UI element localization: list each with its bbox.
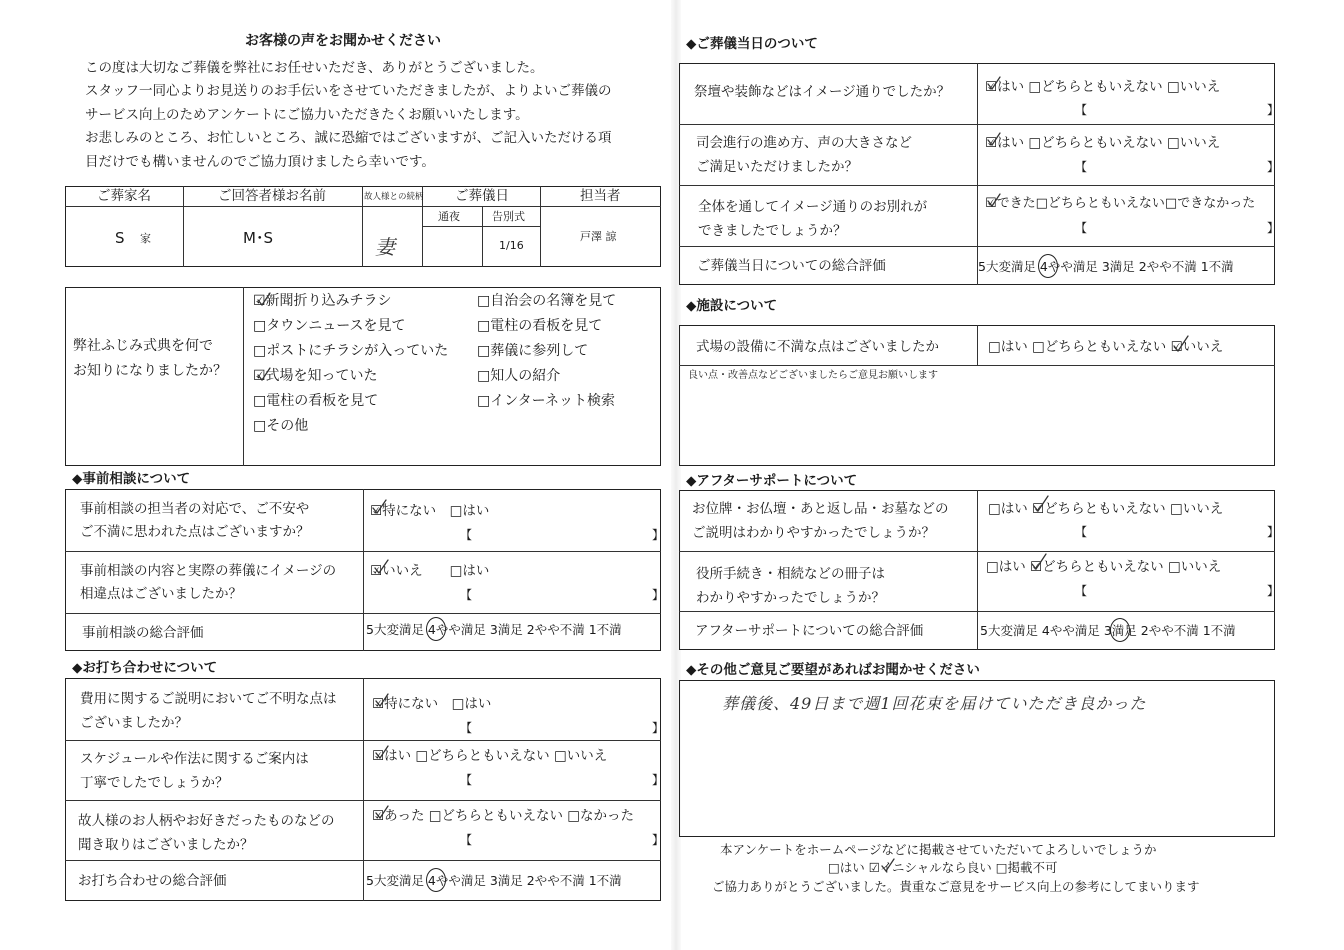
after-q2-options[interactable]: □はい ☑どちらともいえない □いいえ	[986, 559, 1222, 575]
after-rating-circle	[1110, 618, 1130, 642]
funeral-overall-label: ご葬儀当日についての総合評価	[697, 258, 886, 274]
funeral-day-heading: ◆ご葬儀当日のついて	[686, 36, 818, 52]
funeral-q1-line1: 祭壇や装飾などはイメージ通りでしたか？	[694, 84, 951, 100]
after-q2-line2: わかりやすかったでしょうか？	[696, 590, 885, 606]
funeral-q2-options[interactable]: ☑はい □どちらともいえない □いいえ	[985, 135, 1221, 151]
publish-question: 本アンケートをホームページなどに掲載させていただいてよろしいでしょうか	[720, 842, 1157, 857]
consult-q1-line1: 事前相談の担当者の対応で、ご不安や	[80, 501, 310, 517]
facility-comment-label: 良い点・改善点などございましたらご意見お願いします	[688, 370, 938, 381]
respondent-header: ご回答者様お名前	[218, 188, 326, 204]
consult-q2-options[interactable]: ☑いいえ □はい	[370, 563, 490, 579]
after-q1-line2: ご説明はわかりやすかったでしょうか？	[692, 525, 935, 541]
meeting-q2-line1: スケジュールや作法に関するご案内は	[80, 751, 309, 767]
staff-value: 戸澤 諒	[580, 230, 617, 243]
other-handwritten-comment: 葬儀後、49日まで週1回花束を届けていただき良かった	[722, 694, 1147, 713]
relation-header: 故人様との続柄	[364, 192, 424, 202]
intro-line-1: この度は大切なご葬儀を弊社にお任せいただき、ありがとうございました。	[85, 60, 544, 76]
consult-q2-line2: 相違点はございましたか？	[80, 586, 242, 602]
source-option[interactable]: □自治会の名簿を見て	[477, 293, 617, 309]
publish-thanks: ご協力ありがとうございました。貴重なご意見をサービス向上の参考にしてまいります	[712, 879, 1200, 894]
consult-heading: ◆事前相談について	[72, 471, 191, 487]
intro-line-2: スタッフ一同心よりお見送りのお手伝いをさせていただきましたが、よりよいご葬儀の	[85, 83, 612, 99]
funeral-rating-circle	[1038, 254, 1058, 278]
other-heading: ◆その他ご意見ご要望があればお聞かせください	[686, 662, 980, 678]
after-heading: ◆アフターサポートについて	[686, 473, 858, 489]
meeting-q3-options[interactable]: ☑あった □どちらともいえない □なかった	[372, 808, 635, 824]
farewell-header: 告別式	[492, 210, 525, 223]
after-q2-line1: 役所手続き・相続などの冊子は	[696, 566, 885, 582]
meeting-overall-label: お打ち合わせの総合評価	[78, 873, 227, 889]
intro-line-5: 目だけでも構いませんのでご協力頂けましたら幸いです。	[85, 154, 435, 170]
facility-heading: ◆施設について	[686, 298, 778, 314]
survey-title: お客様の声をお聞かせください	[245, 33, 441, 49]
source-option[interactable]: □葬儀に参列して	[477, 343, 589, 359]
consult-rating-circle	[426, 617, 446, 641]
meeting-q1-bracket: 【 】	[460, 721, 665, 735]
funeral-q3-line1: 全体を通してイメージ通りのお別れが	[698, 199, 928, 215]
intro-line-3: サービス向上のためアンケートにご協力いただきたくお願いいたします。	[85, 107, 529, 123]
source-option[interactable]: ☑新聞折り込みチラシ	[253, 293, 392, 309]
meeting-q3-line1: 故人様のお人柄やお好きだったものなどの	[78, 813, 335, 829]
consult-q1-options[interactable]: ☑特にない □はい	[370, 503, 490, 519]
meeting-rating-circle	[426, 868, 446, 892]
meeting-q2-line2: 丁寧でしたでしょうか？	[80, 775, 229, 791]
after-overall-label: アフターサポートについての総合評価	[695, 623, 924, 639]
consult-rating-scale: 5大変満足 4やや満足 3満足 2やや不満 1不満	[366, 622, 622, 637]
after-q1-line1: お位牌・お仏壇・あと返し品・お墓などの	[692, 501, 949, 517]
consult-overall-label: 事前相談の総合評価	[82, 625, 204, 641]
facility-q1-options[interactable]: □はい □どちらともいえない ☑いいえ	[988, 339, 1224, 355]
funeral-rating-scale: 5大変満足 4やや満足 3満足 2やや不満 1不満	[978, 259, 1234, 274]
source-option[interactable]: □その他	[253, 418, 309, 434]
facility-q1: 式場の設備に不満な点はございましたか	[696, 339, 939, 355]
source-question-2: お知りになりましたか？	[73, 363, 227, 379]
source-question-1: 弊社ふじみ式典を何で	[73, 338, 213, 354]
funeral-q2-line1: 司会進行の進め方、声の大きさなど	[696, 135, 912, 151]
family-name-value: S	[115, 229, 125, 247]
funeral-q1-options[interactable]: ☑はい □どちらともいえない □いいえ	[985, 79, 1221, 95]
meeting-q3-line2: 聞き取りはございましたか？	[78, 837, 254, 853]
after-rating-scale: 5大変満足 4やや満足 3満足 2やや不満 1不満	[980, 623, 1236, 638]
source-option[interactable]: □電柱の看板を見て	[253, 393, 379, 409]
family-suffix: 家	[140, 232, 151, 245]
funeral-q3-line2: できましたでしょうか？	[698, 223, 847, 239]
meeting-rating-scale: 5大変満足 4やや満足 3満足 2やや不満 1不満	[366, 873, 622, 888]
meeting-q1-line2: ございましたか？	[80, 715, 188, 731]
source-option[interactable]: □電柱の看板を見て	[477, 318, 603, 334]
source-option[interactable]: □タウンニュースを見て	[253, 318, 406, 334]
after-q1-options[interactable]: □はい ☑どちらともいえない □いいえ	[988, 501, 1224, 517]
after-q2-bracket: 【 】	[1075, 584, 1280, 598]
facility-comment-area[interactable]	[681, 385, 1273, 464]
respondent-value: M･S	[243, 229, 273, 247]
consult-q1-line2: ご不満に思われた点はございますか？	[80, 524, 310, 540]
source-option[interactable]: □ポストにチラシが入っていた	[253, 343, 449, 359]
funeral-q1-bracket: 【 】	[1075, 103, 1280, 117]
source-option[interactable]: ☑式場を知っていた	[253, 368, 378, 384]
consult-q2-line1: 事前相談の内容と実際の葬儀にイメージの	[80, 563, 337, 579]
meeting-q1-line1: 費用に関するご説明においてご不明な点は	[80, 691, 337, 707]
family-name-header: ご葬家名	[97, 188, 151, 204]
wake-header: 通夜	[438, 210, 460, 223]
funeral-date-header: ご葬儀日	[455, 188, 509, 204]
consult-q2-bracket: 【 】	[460, 588, 665, 602]
meeting-q2-bracket: 【 】	[460, 773, 665, 787]
info-table	[65, 186, 661, 267]
funeral-q2-bracket: 【 】	[1075, 160, 1280, 174]
farewell-value: 1/16	[499, 239, 524, 252]
meeting-q2-options[interactable]: ☑はい □どちらともいえない □いいえ	[372, 748, 608, 764]
funeral-q3-options[interactable]: ☑できた□どちらともいえない□できなかった	[985, 196, 1256, 211]
relation-value: 妻	[375, 235, 395, 259]
funeral-q3-bracket: 【 】	[1075, 221, 1280, 235]
staff-header: 担当者	[580, 188, 621, 204]
meeting-q1-options[interactable]: ☑特にない □はい	[372, 696, 492, 712]
meeting-q3-bracket: 【 】	[460, 833, 665, 847]
source-option[interactable]: □インターネット検索	[477, 393, 615, 409]
source-option[interactable]: □知人の紹介	[477, 368, 561, 384]
consult-q1-bracket: 【 】	[460, 528, 665, 542]
intro-line-4: お悲しみのところ、お忙しいところ、誠に恐縮ではございますが、ご記入いただける項	[85, 130, 612, 146]
publish-options[interactable]: □はい ☑イニシャルなら良い □掲載不可	[828, 860, 1058, 875]
meeting-heading: ◆お打ち合わせについて	[72, 660, 218, 676]
funeral-q2-line2: ご満足いただけましたか？	[696, 159, 858, 175]
after-q1-bracket: 【 】	[1075, 525, 1280, 539]
